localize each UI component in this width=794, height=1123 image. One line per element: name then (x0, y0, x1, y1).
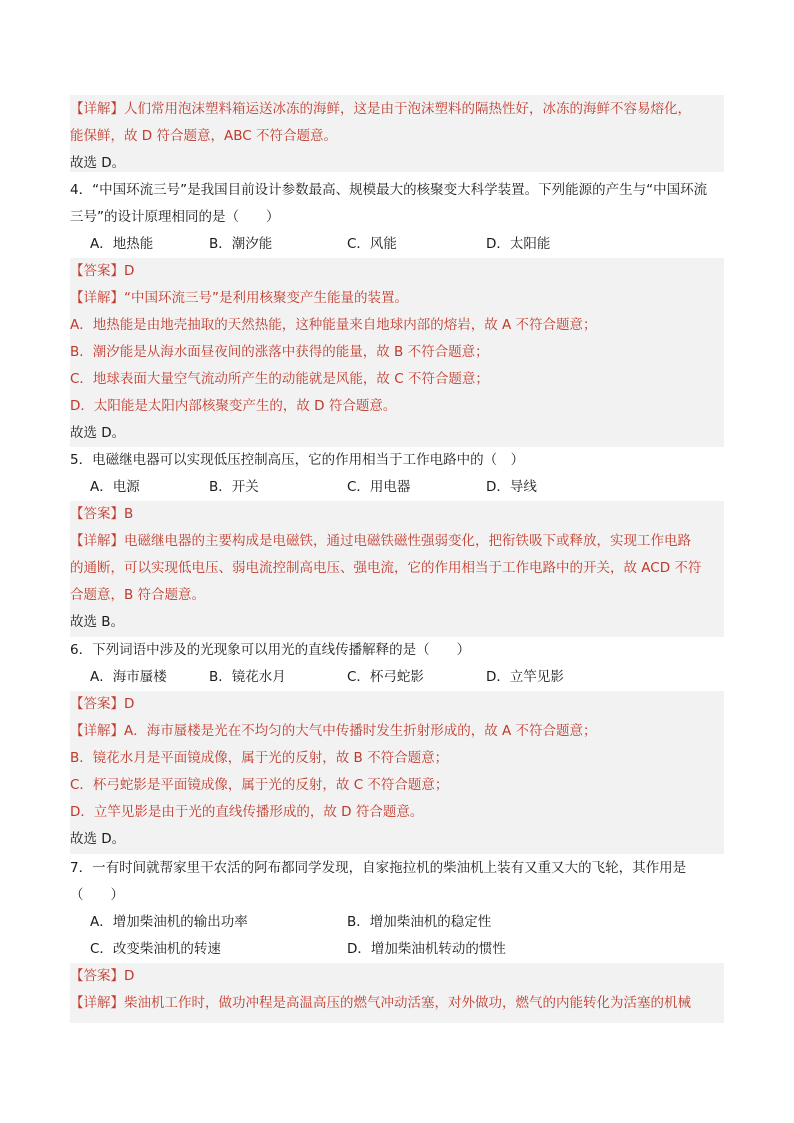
detail-line: D．太阳能是太阳内部核聚变产生的，故 D 符合题意。 (70, 398, 397, 414)
question-5-option-d: D．导线 (486, 479, 537, 495)
conclusion-line: 故选 D。 (70, 155, 126, 171)
detail-tag: 【详解】 (70, 995, 124, 1011)
question-7-option-b: B．增加柴油机的稳定性 (347, 914, 492, 930)
answer-line: 【答案】B (70, 506, 134, 522)
answer-tag: 【答案】 (70, 696, 124, 712)
question-7-stem: 7．一有时间就帮家里干农活的阿布都同学发现，自家拖拉机的柴油机上装有又重又大的飞轮，其作用是 (70, 860, 687, 876)
question-7-option-d: D．增加柴油机转动的惯性 (347, 941, 506, 957)
answer-tag: 【答案】 (70, 968, 124, 984)
detail-line: 能保鲜，故 D 符合题意，ABC 不符合题意。 (70, 128, 337, 144)
detail-tag: 【详解】 (70, 533, 124, 549)
detail-line: B．潮汐能是从海水面昼夜间的涨落中获得的能量，故 B 不符合题意； (70, 344, 489, 360)
question-4-option-c: C．风能 (347, 236, 397, 252)
question-6-option-b: B．镜花水月 (209, 669, 286, 685)
question-4-option-b: B．潮汐能 (209, 236, 273, 252)
detail-line: 【详解】“中国环流三号”是利用核聚变产生能量的装置。 (70, 290, 408, 306)
detail-line: C．杯弓蛇影是平面镜成像，属于光的反射，故 C 不符合题意； (70, 777, 449, 793)
question-6-stem: 6．下列词语中涉及的光现象可以用光的直线传播解释的是（ ） (70, 642, 471, 658)
detail-line: 【详解】柴油机工作时，做功冲程是高温高压的燃气冲动活塞，对外做功，燃气的内能转化为活塞的机械 (70, 995, 691, 1011)
question-6-option-d: D．立竿见影 (486, 669, 564, 685)
question-4-option-d: D．太阳能 (486, 236, 551, 252)
question-6-option-a: A．海市蜃楼 (90, 669, 167, 685)
detail-tag: 【详解】 (70, 290, 124, 306)
conclusion-line: 故选 B。 (70, 614, 125, 630)
question-4-stem: 4．“中国环流三号”是我国目前设计参数最高、规模最大的核聚变大科学装置。下列能源的产生与“中国环流 (70, 182, 708, 198)
detail-line: C．地球表面大量空气流动所产生的动能就是风能，故 C 不符合题意； (70, 371, 489, 387)
question-7-option-c: C．改变柴油机的转速 (90, 941, 221, 957)
question-5-stem: 5．电磁继电器可以实现低压控制高压，它的作用相当于工作电路中的（ ） (70, 452, 525, 468)
question-5-option-c: C．用电器 (347, 479, 411, 495)
answer-line: 【答案】D (70, 968, 135, 984)
detail-line: 【详解】人们常用泡沫塑料箱运送冰冻的海鲜，这是由于泡沫塑料的隔热性好，冰冻的海鲜不容易熔化， (70, 101, 691, 117)
answer-line: 【答案】D (70, 263, 135, 279)
conclusion-line: 故选 D。 (70, 425, 126, 441)
detail-line: A．地热能是由地壳抽取的天然热能，这种能量来自地球内部的熔岩，故 A 不符合题意； (70, 317, 597, 333)
detail-line: B．镜花水月是平面镜成像，属于光的反射，故 B 不符合题意； (70, 750, 449, 766)
answer-tag: 【答案】 (70, 506, 124, 522)
question-5-option-a: A．电源 (90, 479, 140, 495)
question-5-option-b: B．开关 (209, 479, 259, 495)
detail-line: 【详解】电磁继电器的主要构成是电磁铁，通过电磁铁磁性强弱变化，把衔铁吸下或释放，实现工作电路 (70, 533, 691, 549)
detail-tag: 【详解】 (70, 101, 124, 117)
detail-line: 的通断，可以实现低电压、弱电流控制高电压、强电流，它的作用相当于工作电路中的开关，故 ACD 不符 (70, 560, 702, 576)
detail-tag: 【详解】 (70, 723, 124, 739)
detail-line: 【详解】A．海市蜃楼是光在不均匀的大气中传播时发生折射形成的，故 A 不符合题意； (70, 723, 597, 739)
answer-tag: 【答案】 (70, 263, 124, 279)
detail-line: D．立竿见影是由于光的直线传播形成的，故 D 符合题意。 (70, 804, 424, 820)
conclusion-line: 故选 D。 (70, 831, 126, 847)
question-7-option-a: A．增加柴油机的输出功率 (90, 914, 248, 930)
question-6-option-c: C．杯弓蛇影 (347, 669, 424, 685)
question-7-stem-cont: （ ） (70, 887, 124, 903)
detail-line: 合题意，B 符合题意。 (70, 587, 206, 603)
answer-line: 【答案】D (70, 696, 135, 712)
question-4-stem-cont: 三号”的设计原理相同的是（ ） (70, 209, 280, 225)
question-4-option-a: A．地热能 (90, 236, 154, 252)
